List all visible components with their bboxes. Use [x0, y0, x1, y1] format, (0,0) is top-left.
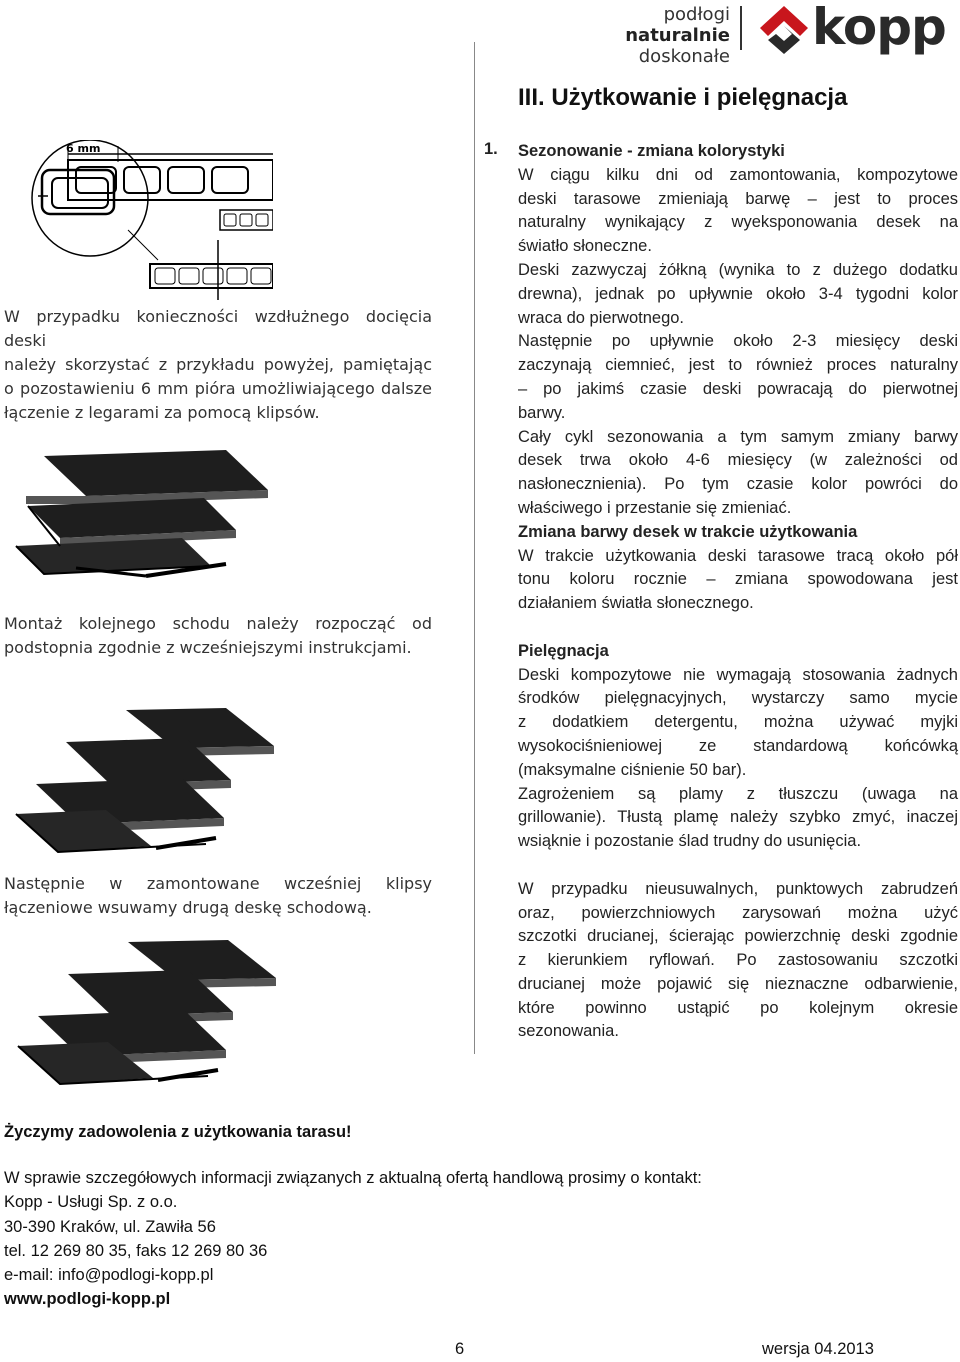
item-number: 1.	[484, 140, 498, 158]
text-line: drewna), jednak po upływnie około 3-4 tygodni kolor	[518, 284, 958, 303]
text-line: W przypadku konieczności wzdłużnego docięcia deski	[4, 307, 432, 350]
text-line: Deski kompozytowe nie wymagają stosowania żadnych	[518, 665, 958, 684]
text-line: grillowanie). Tłustą plamę należy szybko zmyć, inaczej	[518, 808, 958, 827]
section-title: III. Użytkowanie i pielęgnacja	[518, 84, 848, 111]
company-address: 30-390 Kraków, ul. Zawiła 56	[4, 1217, 216, 1236]
text-line: Następnie po upływnie około 2-3 miesięcy deski	[518, 332, 958, 351]
text-line: właściwego i przestanie się zmieniać.	[518, 498, 792, 517]
tagline-bold-word: naturalnie	[625, 25, 730, 46]
text-line: Cały cykl sezonowania a tym samym zmiany barwy	[518, 427, 958, 446]
stair-illustration-1	[6, 448, 276, 588]
care-section-body	[518, 140, 958, 1044]
text-line: deski tarasowe zmieniają barwę – jest to proces	[518, 189, 958, 208]
text-line: W ciągu kilku dni od zamontowania, kompozytowe	[518, 165, 958, 184]
logo-wordmark: kopp	[812, 0, 946, 56]
text-line: wraca do pierwotnego.	[518, 308, 685, 327]
text-line: z dodatkiem detergentu, można używać myjki	[518, 713, 958, 732]
text-line: Zagrożeniem są plamy z tłuszczu (uwaga na	[518, 784, 958, 803]
text-line: Deski zazwyczaj żółkną (wynika to z dużego dodatku	[518, 260, 958, 279]
text-line: wsiąknie i pozostanie ślad trudny do usunięcia.	[518, 832, 862, 851]
document-version: wersja 04.2013	[762, 1340, 874, 1358]
care-title: Pielęgnacja	[518, 641, 609, 660]
column-divider	[474, 42, 475, 1054]
subsection-title: Zmiana barwy desek w trakcie użytkowania	[518, 522, 858, 541]
company-name: Kopp - Usługi Sp. z o.o.	[4, 1193, 178, 1212]
text-line: tonu koloru rocznie – zmiana spowodowana jest	[518, 570, 958, 589]
text-line: łączeniowe wsuwamy drugą deskę schodową.	[4, 898, 372, 917]
text-line: działaniem światła słonecznego.	[518, 594, 754, 613]
text-line: W trakcie użytkowania deski tarasowe tracą około pół	[518, 546, 958, 565]
text-line: z kierunkiem ryflowań. Po zastosowaniu szczotki	[518, 951, 958, 970]
text-line: które powinno ustąpić po kolejnym okresie	[518, 998, 958, 1017]
contact-intro: W sprawie szczegółowych informacji związanych z aktualną ofertą handlową prosimy o kontakt:	[4, 1169, 702, 1188]
contact-footer	[4, 1120, 904, 1311]
logo-divider	[740, 6, 742, 50]
text-line: Następnie w zamontowane wcześniej klipsy	[4, 874, 432, 893]
text-line: należy skorzystać z przykładu powyżej, pamiętając	[4, 355, 432, 374]
item-title: Sezonowanie - zmiana kolorystyki	[518, 142, 785, 160]
text-line: naturalny wynikający z wyeksponowania desek na	[518, 213, 958, 232]
text-line: światło słoneczne.	[518, 237, 652, 256]
thanks-message: Życzymy zadowolenia z użytkowania tarasu!	[4, 1123, 352, 1141]
text-line: – po jakimś czasie deski powracają do pierwotnej	[518, 379, 958, 398]
text-line: podstopnia zgodnie z wcześniejszymi instrukcjami.	[4, 638, 412, 657]
brand-tagline	[580, 4, 730, 67]
text-line: W przypadku nieusuwalnych, punktowych zabrudzeń	[518, 879, 958, 898]
company-phone: tel. 12 269 80 35, faks 12 269 80 36	[4, 1241, 268, 1260]
text-line: zaczynają ciemnieć, jest to również proces naturalny	[518, 356, 958, 375]
kopp-logo-icon	[756, 4, 812, 54]
text-line: Montaż kolejnego schodu należy rozpocząć od	[4, 614, 432, 633]
text-line: oraz, powierzchniowych zarysowań można użyć	[518, 903, 958, 922]
dimension-label: 6 mm	[66, 142, 101, 155]
text-line: barwy.	[518, 403, 566, 422]
company-website-link[interactable]: www.podlogi-kopp.pl	[4, 1290, 171, 1309]
text-line: sezonowania.	[518, 1022, 619, 1041]
text-line: o pozostawieniu 6 mm pióra umożliwiającego dalsze	[4, 379, 432, 398]
stair-illustration-3	[8, 938, 278, 1088]
tagline-line-2: doskonałe	[638, 46, 730, 67]
deck-profile-diagram	[28, 140, 273, 300]
tagline-word: podłogi	[663, 4, 730, 25]
next-step-instructions	[4, 612, 432, 660]
company-email[interactable]: e-mail: info@podlogi-kopp.pl	[4, 1266, 214, 1285]
clip-instructions	[4, 872, 432, 920]
cutting-instructions	[4, 305, 432, 425]
stair-illustration-2	[6, 706, 276, 856]
text-line: drucianej może pojawić się nieznaczne odbarwienie,	[518, 974, 958, 993]
text-line: desek trwa około 4-6 miesięcy (w zależności od	[518, 451, 958, 470]
text-line: wysokociśnieniowej ze standardową końcówką	[518, 736, 958, 755]
page-number: 6	[455, 1340, 465, 1358]
text-line: szczotki drucianej, ścierając powierzchnię deski zgodnie	[518, 927, 958, 946]
text-line: środków pielęgnacyjnych, wystarczy samo mycie	[518, 689, 958, 708]
text-line: (maksymalne ciśnienie 50 bar).	[518, 760, 747, 779]
text-line: nasłonecznienia). Po tym czasie kolor powróci do	[518, 475, 958, 494]
text-line: łączenie z legarami za pomocą klipsów.	[4, 403, 320, 422]
